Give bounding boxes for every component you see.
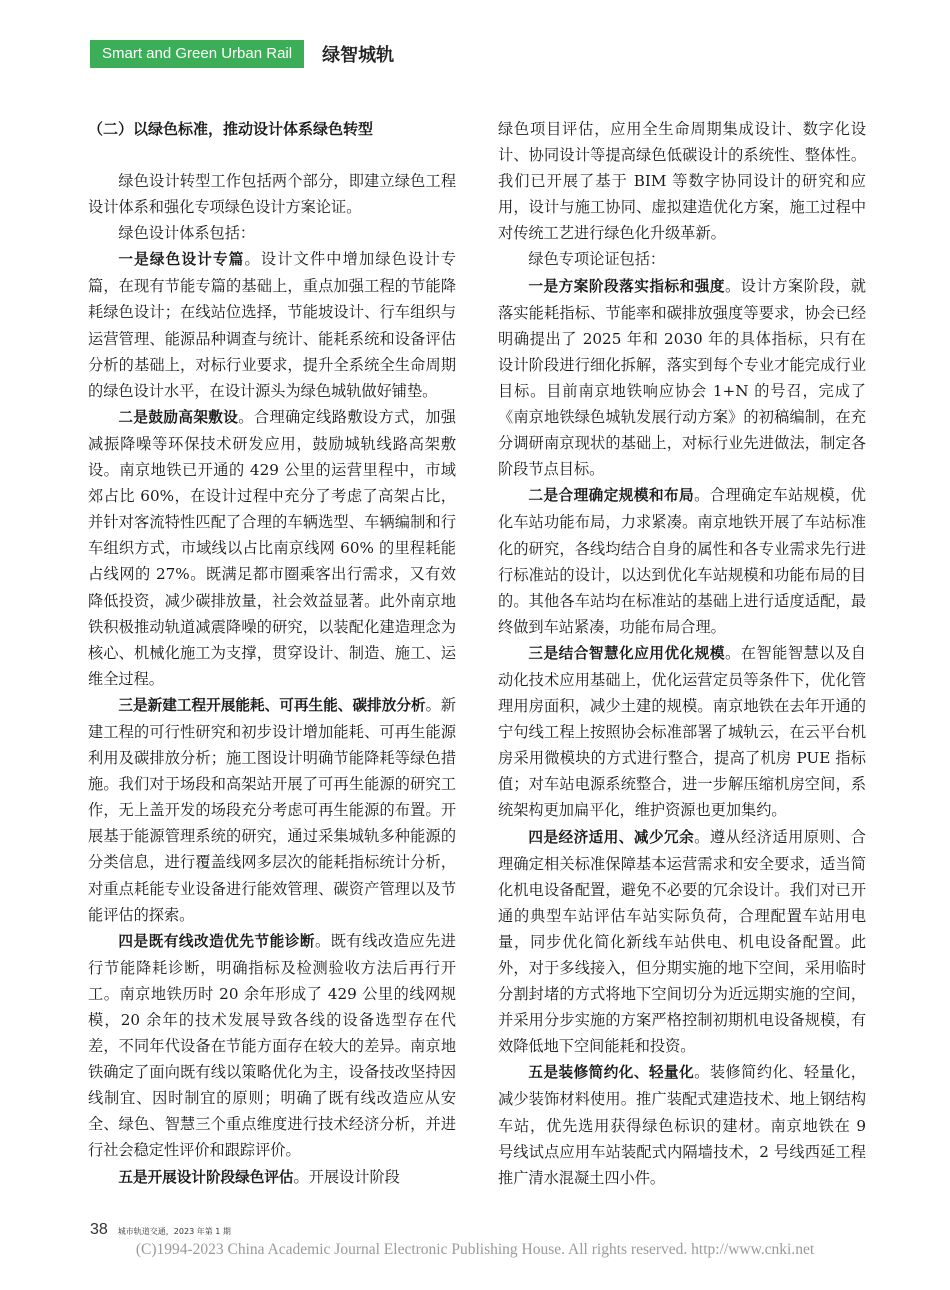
item-3-lead: 三是新建工程开展能耗、可再生能、碳排放分析 [118,696,426,714]
page-header [90,40,394,68]
special-4-lead: 四是经济适用、减少冗余 [528,828,695,846]
special-2-body: 。合理确定车站规模，优化车站功能布局，力求紧凑。南京地铁开展了车站标准化的研究，各线均结合自身的属性和各专业需求先行进行标准站的设计，以达到优化车站规模和功能布局的目的。其他各车站均在标准站的基础上进行适度适配，最终做到车站紧凑，功能布局合理。 [498,486,866,636]
special-3-lead: 三是结合智慧化应用优化规模 [528,644,726,662]
special-1-lead: 一是方案阶段落实指标和强度 [528,277,726,295]
item-4-body: 。既有线改造应先进行节能降耗诊断，明确指标及检测验收方法后再行开工。南京地铁历时 20 余年形成了 429 公里的线网规模，20 余年的技术发展导致各线的设备选型存在代差，不同年代设备在节能方面存在较大的差异。南京地铁确定了面向既有线以策略优化为主，设备技改坚持因线制宜、因时制宜的原则；明确了既有线改造应从安全、绿色、智慧三个重点维度进行技术经济分析，并进行社会稳定性评价和跟踪评价。 [88,931,456,1160]
paragraph-item-3 [88,692,456,928]
special-2-lead: 二是合理确定规模和布局 [528,487,695,505]
item-3-body: 。新建工程的可行性研究和初步设计增加能耗、可再生能源利用及碳排放分析；施工图设计明确节能降耗等绿色措施。我们对于场段和高架站开展了可再生能源的研究工作，无上盖开发的场段充分考虑可再生能源的布置。开展基于能源管理系统的研究，通过采集城轨多种能源的分类信息，进行覆盖线网多层次的能耗指标统计分析，对重点耗能专业设备进行能效管理、碳资产管理以及节能评估的探索。 [88,695,456,924]
item-5-lead: 五是开展设计阶段绿色评估 [118,1168,294,1186]
paragraph-item-5 [88,1164,456,1191]
special-item-1 [498,273,866,483]
intro-paragraph: 绿色设计转型工作包括两个部分，即建立绿色工程设计体系和强化专项绿色设计方案论证。 [88,172,456,217]
sub-intro-special: 绿色专项论证包括： [528,250,666,269]
paragraph-item-2 [88,404,456,692]
copyright-notice: (C)1994-2023 China Academic Journal Electronic Publishing House. All rights reserved. http://www.cnki.net [135,1241,815,1258]
section-title: 绿智城轨 [322,45,395,66]
special-1-body: 。设计方案阶段，就落实能耗指标、节能率和碳排放强度等要求，协会已经明确提出了 2025 年和 2030 年的具体指标，只有在设计阶段进行细化拆解，落实到每个专业才能完成行业目标。目前南京地铁响应协会 1+N 的号召，完成了《南京地铁绿色城轨发展行动方案》的初稿编制，在充分调研南京现状的基础上，对标行业先进做法，制定各阶段节点目标。 [498,276,866,479]
special-item-4 [498,824,866,1060]
journal-badge: Smart and Green Urban Rail [90,40,304,68]
item-5-body: 。开展设计阶段 [293,1167,400,1186]
item-1-body: 。设计文件中增加绿色设计专篇，在现有节能专篇的基础上，重点加强工程的节能降耗绿色设计；在线站位选择，节能坡设计、行车组织与运营管理、能源品种调查与统计、能耗系统和设备评估分析的基础上，对标行业要求，提升全系统全生命周期的绿色设计水平，在设计源头为绿色城轨做好铺垫。 [88,250,456,400]
paragraph-item-4 [88,928,456,1164]
special-5-body: 。装修简约化、轻量化，减少装饰材料使用。推广装配式建造技术、地上钢结构车站，优先选用获得绿色标识的建材。南京地铁在 9 号线试点应用车站装配式内隔墙技术，2 号线西延工程推广清水混凝土四小件。 [498,1063,866,1187]
right-column [498,116,866,1191]
special-4-body: 。遵从经济适用原则、合理确定相关标准保障基本运营需求和安全要求，适当简化机电设备配置，避免不必要的冗余设计。我们对已开通的典型车站评估车站实际负荷，合理配置车站用电量，同步优化简化新线车站供电、机电设备配置。此外，对于多线接入，但分期实施的地下空间，采用临时分割封堵的方式将地下空间切分为近远期实施的空间，并采用分步实施的方案严格控制初期机电设备规模，有效降低地下空间能耗和投资。 [498,827,866,1056]
journal-issue: 城市轨道交通，2023 年第 1 期 [117,1227,231,1236]
special-item-5 [498,1059,866,1190]
special-3-body: 。在智能智慧以及自动化技术应用基础上，优化运营定员等条件下，优化管理用房面积，减少土建的规模。南京地铁在去年开通的宁句线工程上按照协会标准部署了城轨云，在云平台机房采用微模块的方式进行整合，提高了机房 PUE 指标值；对车站电源系统整合，进一步解压缩机房空间，系统架构更加扁平化，维护资源也更加集约。 [498,643,866,820]
left-column [88,116,456,1191]
item-2-body: 。合理确定线路敷设方式，加强减振降噪等环保技术研发应用，鼓励城轨线路高架敷设。南京地铁已开通的 429 公里的运营里程中，市域郊占比 60%，在设计过程中充分了考虑了高架占比，并针对客流特性匹配了合理的车辆选型、车辆编制和行车组织方式，市域线以占比南京线网 60% 的里程耗能占线网的 27%。既满足都市圈乘客出行需求，又有效降低投资，减少碳排放量，社会效益显著。此外南京地铁积极推动轨道减震降噪的研究，以装配化建造理念为核心、机械化施工为支撑，贯穿设计、制造、施工、运维全过程。 [88,407,456,688]
paragraph-item-1 [88,246,456,404]
special-item-2 [498,482,866,640]
special-5-lead: 五是装修简约化、轻量化 [528,1064,695,1082]
item-4-lead: 四是既有线改造优先节能诊断 [118,932,316,950]
special-item-3 [498,640,866,824]
item-1-lead: 一是绿色设计专篇 [118,251,245,269]
section-heading: （二）以绿色标准，推动设计体系绿色转型 [88,120,374,138]
sub-intro: 绿色设计体系包括： [118,224,256,243]
page-footer [90,1221,231,1239]
page-number: 38 [90,1221,108,1238]
continued-paragraph: 绿色项目评估，应用全生命周期集成设计、数字化设计、协同设计等提高绿色低碳设计的系统性、整体性。我们已开展了基于 BIM 等数字协同设计的研究和应用，设计与施工协同、虚拟建造优化方案，施工过程中对传统工艺进行绿色化升级革新。 [498,120,866,243]
item-2-lead: 二是鼓励高架敷设 [118,408,239,426]
